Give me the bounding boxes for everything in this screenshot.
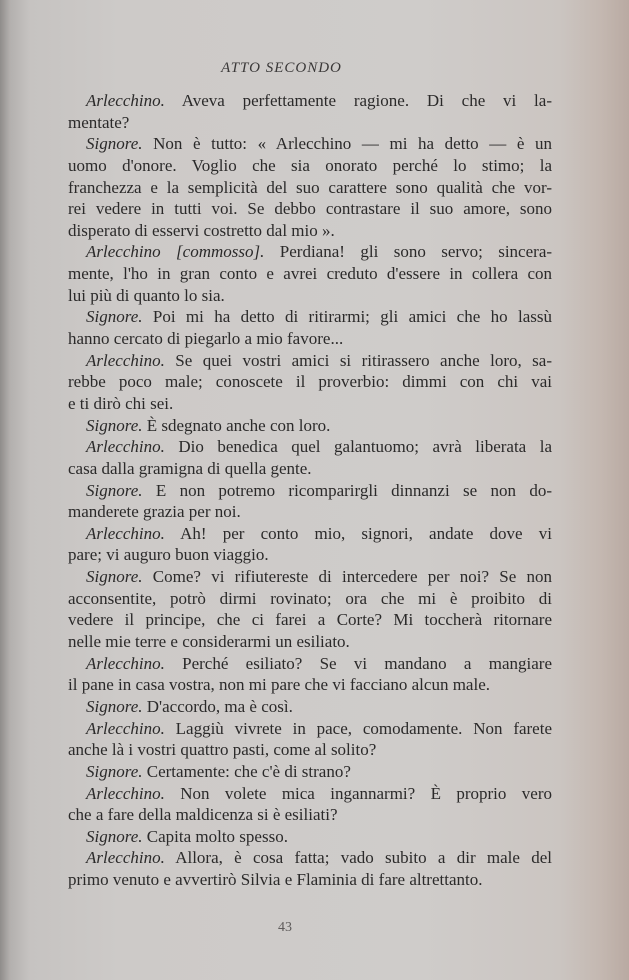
text-line	[68, 718, 552, 740]
line-text: casa dalla gramigna di quella gente.	[68, 458, 312, 478]
speaker-name: Arlecchino.	[86, 437, 165, 457]
speaker-name: Signore.	[86, 826, 143, 846]
speaker-name: Signore.	[86, 480, 143, 500]
speaker-name: Signore.	[86, 415, 143, 435]
text-line	[68, 739, 552, 761]
line-text: Allora, è cosa fatta; vado subito a dir male del	[175, 848, 553, 868]
speaker-name: Arlecchino.	[86, 350, 165, 370]
running-header: ATTO SECONDO	[221, 60, 342, 76]
line-text: Dio benedica quel galantuomo; avrà liberata la	[178, 437, 552, 457]
line-text: nelle mie terre e considerarmi un esiliato.	[68, 632, 350, 652]
line-text: Laggiù vivrete in pace, comodamente. Non farete	[175, 718, 552, 738]
speaker-name: Arlecchino.	[86, 523, 165, 543]
text-line	[68, 436, 552, 458]
speaker-name: Arlecchino.	[86, 848, 165, 868]
text-line	[68, 869, 552, 891]
line-text: Se quei vostri amici si ritirassero anche loro, sa-	[175, 350, 552, 370]
text-line	[68, 371, 552, 393]
text-line	[68, 198, 552, 220]
text-line	[68, 609, 552, 631]
speaker-name: Signore.	[86, 567, 143, 587]
line-text: pare; vi auguro buon viaggio.	[68, 545, 269, 565]
line-text: franchezza e la semplicità del suo carattere sono qualità che vor-	[68, 177, 552, 197]
text-line	[68, 350, 552, 372]
speaker-name: Arlecchino.	[86, 783, 165, 803]
text-line	[68, 177, 552, 199]
speaker-name: Arlecchino.	[86, 653, 165, 673]
text-line	[68, 306, 552, 328]
text-line	[68, 328, 552, 350]
line-text: rei vedere in tutti voi. Se debbo contrastare il suo amore, sono	[68, 199, 552, 219]
speaker-name: Arlecchino.	[86, 91, 165, 110]
line-text: rebbe poco male; conoscete il proverbio: dimmi con chi vai	[68, 372, 552, 392]
line-text: E non potremo ricomparirgli dinnanzi se non do-	[155, 480, 553, 500]
line-text: mentate?	[68, 112, 130, 132]
text-line	[68, 263, 552, 285]
page-number: 43	[278, 920, 292, 935]
line-text: lui più di quanto lo sia.	[68, 285, 225, 305]
speaker-name: Signore.	[86, 134, 143, 154]
text-line	[68, 631, 552, 653]
text-line	[68, 674, 552, 696]
line-text: Perché esiliato? Se vi mandano a mangiare	[182, 653, 552, 673]
line-text: Aveva perfettamente ragione. Di che vi la-	[181, 91, 552, 110]
speaker-name: Signore.	[86, 307, 143, 327]
text-line	[68, 826, 552, 848]
line-text: il pane in casa vostra, non mi pare che vi facciano alcun male.	[68, 675, 490, 695]
line-text: manderete grazia per noi.	[68, 502, 241, 522]
speaker-name: Arlecchino.	[86, 718, 165, 738]
text-line	[68, 90, 552, 112]
line-text: Non volete mica ingannarmi? È proprio vero	[180, 783, 552, 803]
text-line	[68, 458, 552, 480]
line-text: primo venuto e avvertirò Silvia e Flaminia di fare altrettanto.	[68, 870, 483, 890]
line-text: acconsentite, potrò dirmi rovinato; ora che mi è proibito di	[68, 588, 552, 608]
line-text: D'accordo, ma è così.	[146, 696, 293, 716]
text-line	[68, 566, 552, 588]
speaker-name: Signore.	[86, 696, 143, 716]
text-line	[68, 241, 552, 263]
text-line	[68, 285, 552, 307]
line-text: vedere il principe, che ci farei a Corte? Mi toccherà ritornare	[68, 610, 552, 630]
line-text: e ti dirò chi sei.	[68, 393, 174, 413]
line-text: È sdegnato anche con loro.	[146, 415, 331, 435]
line-text: Perdiana! gli sono servo; sincera-	[279, 242, 553, 262]
line-text: Ah! per conto mio, signori, andate dove vi	[180, 523, 552, 543]
text-line	[68, 393, 552, 415]
text-line	[68, 480, 552, 502]
speaker-name: Arlecchino	[86, 242, 161, 262]
line-text: Come? vi rifiutereste di intercedere per noi? Se non	[152, 567, 553, 587]
page-body	[68, 90, 552, 891]
text-line	[68, 112, 552, 134]
line-text: Poi mi ha detto di ritirarmi; gli amici che ho lassù	[152, 307, 552, 327]
text-line	[68, 804, 552, 826]
line-text: Certamente: che c'è di strano?	[146, 761, 351, 781]
text-line	[68, 544, 552, 566]
text-line	[68, 588, 552, 610]
line-text: hanno cercato di piegarlo a mio favore...	[68, 329, 344, 349]
text-line	[68, 761, 552, 783]
text-line	[68, 133, 552, 155]
line-text: Capita molto spesso.	[146, 826, 288, 846]
line-text: che a fare della maldicenza si è esiliati?	[68, 805, 338, 825]
line-text: anche là i vostri quattro pasti, come al solito?	[68, 740, 377, 760]
text-line	[68, 523, 552, 545]
text-line	[68, 847, 552, 869]
line-text: uomo d'onore. Voglio che sia onorato perché lo stimo; la	[68, 155, 552, 175]
text-line	[68, 415, 552, 437]
text-line	[68, 155, 552, 177]
line-text: mente, l'ho in gran conto e avrei creduto d'essere in collera con	[68, 264, 552, 284]
text-line	[68, 220, 552, 242]
line-text: disperato di esservi costretto dal mio ».	[68, 220, 335, 240]
line-text: Non è tutto: « Arlecchino — mi ha detto — è un	[153, 134, 553, 154]
speaker-name: Signore.	[86, 761, 143, 781]
text-line	[68, 696, 552, 718]
stage-direction: [commosso].	[176, 242, 265, 262]
text-line	[68, 501, 552, 523]
text-line	[68, 783, 552, 805]
text-line	[68, 653, 552, 675]
